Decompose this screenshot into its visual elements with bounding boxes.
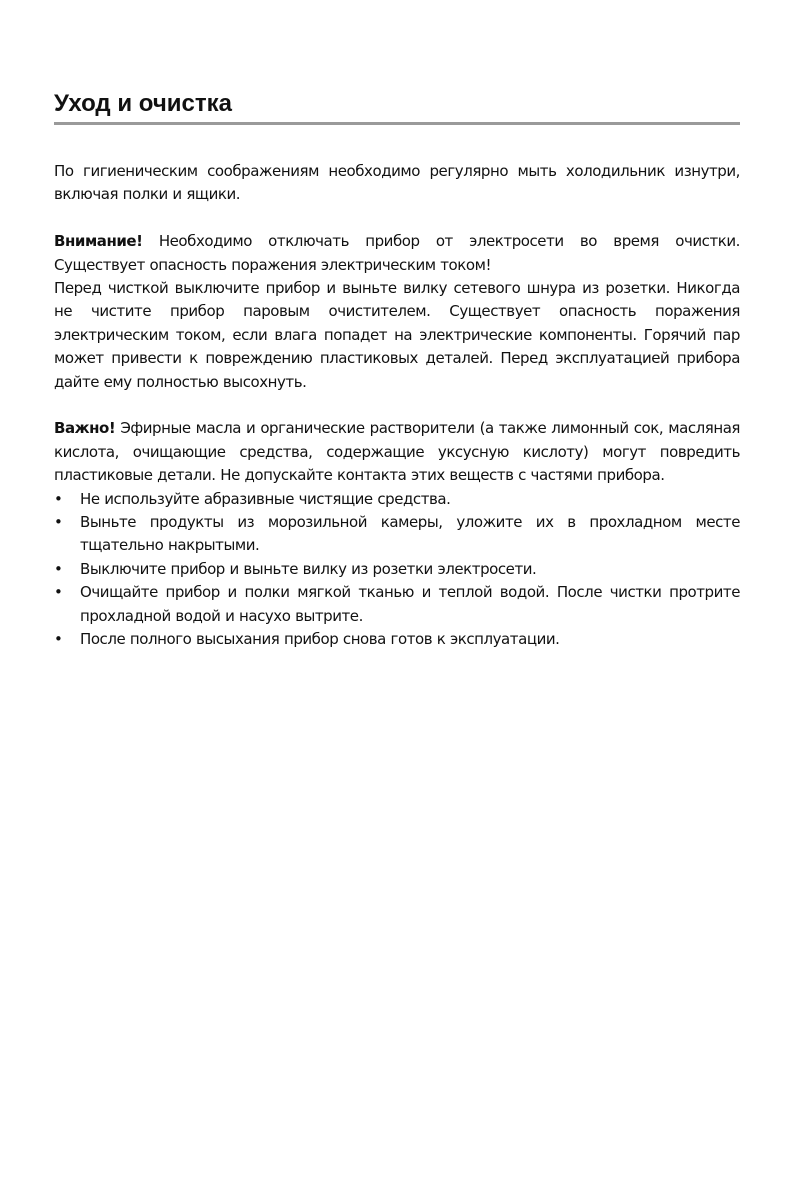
list-item-text: Не используйте абразивные чистящие средства. — [80, 489, 451, 508]
bullet-icon: • — [54, 630, 63, 649]
intro-paragraph: По гигиеническим соображениям необходимо регулярно мыть холодильник изнутри, включая полки и ящики. — [54, 162, 740, 204]
paragraph-gap — [54, 207, 740, 230]
warning-paragraph — [54, 230, 740, 277]
warning-label: Внимание! — [54, 232, 143, 251]
document-body — [54, 160, 740, 652]
warning-text: Необходимо отключать прибор от электросети во время очистки. Существует опасность поражения электрическим током! — [54, 232, 740, 274]
bullet-icon: • — [54, 489, 63, 508]
list-item — [54, 488, 740, 511]
list-item — [54, 558, 740, 581]
list-item — [54, 581, 740, 628]
paragraph-gap — [54, 394, 740, 417]
list-item-text: Выключите прибор и выньте вилку из розетки электросети. — [80, 559, 537, 578]
list-item — [54, 511, 740, 558]
warning-detail-paragraph: Перед чисткой выключите прибор и выньте вилку сетевого шнура из розетки. Никогда не чистите прибор паровым очистителем. Существует опасность поражения электрическим током, если влага попадет на электрические компоненты. Горячий пар может привести к повреждению пластиковых деталей. Перед эксплуатацией прибора дайте ему полностью высохнуть. — [54, 279, 740, 391]
important-label: Важно! — [54, 419, 116, 438]
list-item — [54, 628, 740, 651]
care-instructions-list — [54, 488, 740, 652]
list-item-text: Очищайте прибор и полки мягкой тканью и теплой водой. После чистки протрите прохладной водой и насухо вытрите. — [80, 583, 740, 625]
important-text: Эфирные масла и органические растворители (а также лимонный сок, масляная кислота, очищающие средства, содержащие уксусную кислоту) могут повредить пластиковые детали. Не допускайте контакта этих веществ с частями прибора. — [54, 419, 741, 485]
list-item-text: После полного высыхания прибор снова готов к эксплуатации. — [80, 630, 560, 649]
page-title: Уход и очистка — [54, 90, 232, 117]
bullet-icon: • — [54, 513, 63, 532]
bullet-icon: • — [54, 583, 63, 602]
list-item-text: Выньте продукты из морозильной камеры, уложите их в прохладном месте тщательно накрытыми. — [80, 513, 740, 555]
important-paragraph — [54, 417, 740, 487]
bullet-icon: • — [54, 559, 63, 578]
title-divider — [54, 122, 740, 125]
